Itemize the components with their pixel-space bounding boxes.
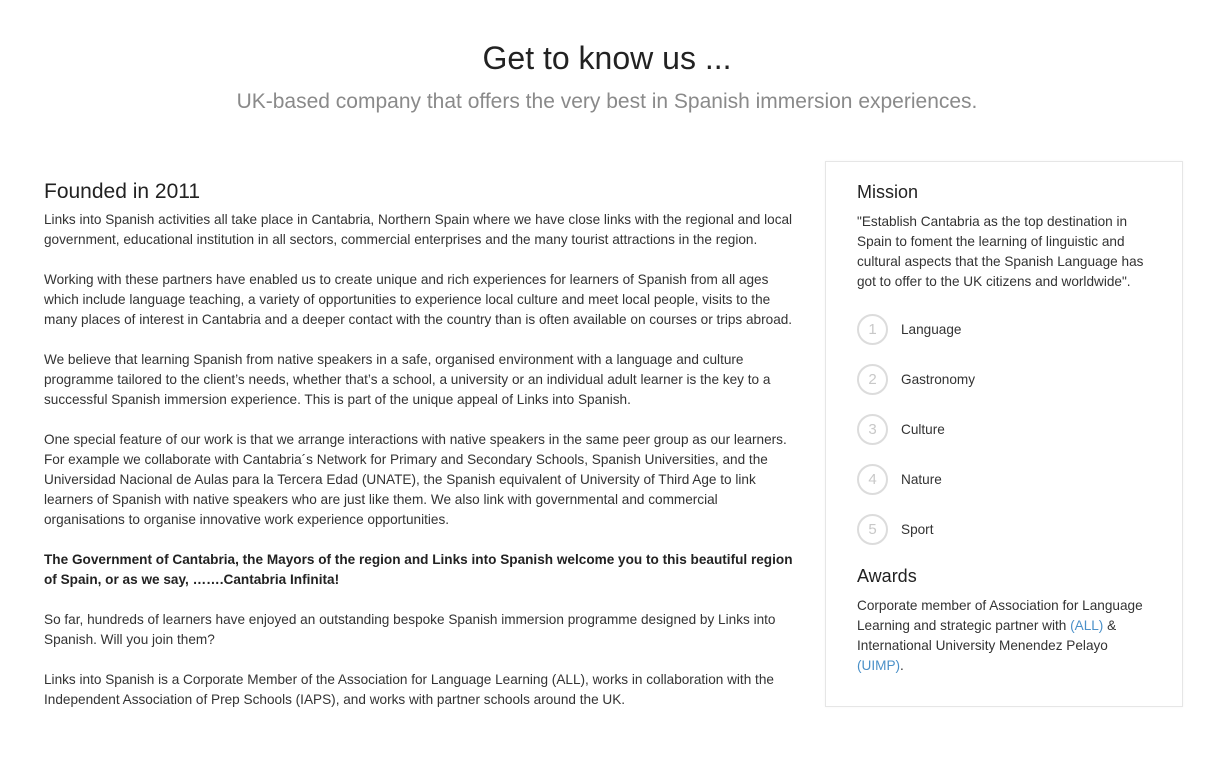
mission-steps [857,312,1157,546]
mission-sidebar [825,161,1183,707]
step-label: Sport [901,521,934,537]
awards-text-part: & International University Menendez Pelayo [857,618,1117,653]
uimp-link[interactable]: (UIMP) [857,658,901,673]
step-number-badge: 1 [857,314,888,345]
awards-text [857,596,1157,676]
mission-heading: Mission [857,182,919,202]
awards-text-part: Corporate member of Association for Language Learning and strategic partner with [857,598,1143,633]
about-paragraph-3: We believe that learning Spanish from native speakers in a safe, organised environment with a language and culture programme tailored to the client’s needs, whether that’s a school, a university or an individual adult learner is the key to a successful Spanish immersion experience. This is part of the unique appeal of Links into Spanish. [44,352,771,407]
about-paragraph-7: Links into Spanish is a Corporate Member of the Association for Language Learning (ALL), works in collaboration with the Independent Association of Prep Schools (IAPS), and works with partner schools around the UK. [44,672,774,707]
step-item-sport [857,512,1157,546]
step-number-badge: 5 [857,514,888,545]
founded-heading: Founded in 2011 [44,180,201,203]
step-number-badge: 4 [857,464,888,495]
step-item-gastronomy [857,362,1157,396]
about-paragraph-4: One special feature of our work is that we arrange interactions with native speakers in the same peer group as our learners. For example we collaborate with Cantabria´s Network for Primary and Secondary Schools, Spanish Universities, and the Universidad Nacional de Aulas para la Tercera Edad (UNATE), the Spanish equivalent of University of Third Age to link learners of Spanish with native speakers who are just like them. We also link with governmental and commercial organisations to organise innovative work experience opportunities. [44,432,787,527]
awards-text-part: . [900,658,904,673]
about-paragraph-2: Working with these partners have enabled us to create unique and rich experiences for learners of Spanish from all ages which include language teaching, a variety of opportunities to experience local culture and meet local people, visits to the many places of interest in Cantabria and a deeper contact with the country than is often available on courses or trips abroad. [44,272,793,327]
about-section [44,176,794,730]
welcome-paragraph: The Government of Cantabria, the Mayors of the region and Links into Spanish welcome you to this beautiful region of Spain, or as we say, …….Cantabria Infinita! [44,552,793,587]
step-number-badge: 3 [857,414,888,445]
mission-text: "Establish Cantabria as the top destination in Spain to foment the learning of linguistic and cultural aspects that the Spanish Language has got to offer to the UK citizens and worldwide". [857,214,1144,289]
step-label: Gastronomy [901,371,976,387]
step-label: Nature [901,471,942,487]
step-label: Culture [901,421,945,437]
step-number-badge: 2 [857,364,888,395]
awards-heading: Awards [857,566,917,586]
page-subtitle: UK-based company that offers the very best in Spanish immersion experiences. [236,90,978,113]
about-paragraph-6: So far, hundreds of learners have enjoyed an outstanding bespoke Spanish immersion programme designed by Links into Spanish. Will you join them? [44,612,776,647]
step-item-nature [857,462,1157,496]
step-item-language [857,312,1157,346]
about-paragraph-1: Links into Spanish activities all take place in Cantabria, Northern Spain where we have close links with the regional and local government, educational institution in all sectors, commercial enterprises and the many tourist attractions in the region. [44,212,793,247]
all-link[interactable]: (ALL) [1070,618,1104,633]
page-title: Get to know us ... [482,40,732,76]
step-item-culture [857,412,1157,446]
step-label: Language [901,321,962,337]
